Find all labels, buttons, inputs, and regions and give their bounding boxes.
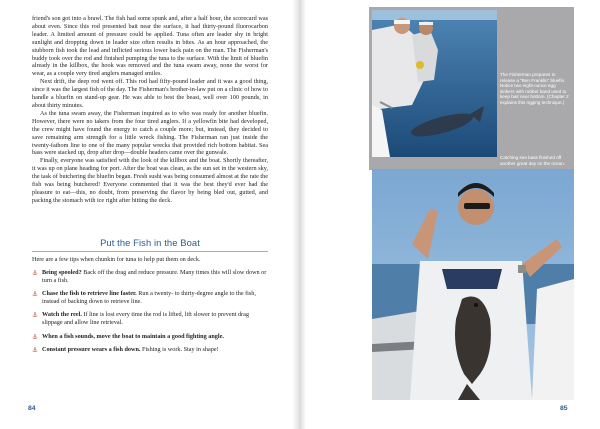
tip-text: Back off the drag and reduce pressure. Many times this will slow down or turn a fish. xyxy=(42,269,267,284)
photo-caption: The Fisherman prepares to release a "Ben Franklin" bluefin. Notice two eight-ounce egg sinkers with rubber band used to keep bait near bottom. (Chapter 2 explains this rigging technique.) xyxy=(500,72,569,105)
section-heading: Put the Fish in the Boat xyxy=(100,237,200,248)
paragraph: Next drift, the deep rod went off. This rod had fifty-pound leader and it was a good thing, since it was the largest fish of the day. The Fisherman's brother-in-law put on a clinic of how to handle a bluefin on stand-up gear. He was able to best the beast, well over 100 pounds, in about thirty minutes. xyxy=(32,78,268,109)
anchor-icon: ⚓ xyxy=(32,269,38,277)
page-number: 84 xyxy=(28,405,36,412)
body-text xyxy=(32,15,268,205)
paragraph: Finally, everyone was satisfied with the look of the killbox and the boat. Shortly thereafter, it was up on plane heading for port. After the boat was clean, as the sun set in the western sky, the task of butchering the bluefin began. Fresh sushi was being consumed almost at the rate the fish was being butchered! Everyone commented that it was the best they'd ever had the pleasure to eat—this, no doubt, from preserving the flavor by being bled out, gutted, and packing the stomach with ice right after hitting the deck. xyxy=(32,157,268,204)
anchor-icon: ⚓ xyxy=(32,345,38,354)
tip-text: Run a twenty- to thirty-degree angle to the fish, instead of backing down to retrieve line. xyxy=(42,290,256,306)
tip-lead: Chase the fish to retrieve line faster. xyxy=(42,290,137,298)
tip-lead: Watch the reel. xyxy=(42,311,82,319)
list-item xyxy=(32,311,268,327)
left-page xyxy=(0,0,292,429)
page-gutter xyxy=(292,0,306,429)
paragraph: As the tuna swam away, the Fisherman inquired as to who was ready for another bluefin. However, there were no takers from the four tired anglers. If a yellowfin bite had developed, the crew might have found the energy to catch a couple more; but, instead, they decided to save remaining arm strength for a little wreck fishing. The Fisherman ran just inside the twenty-fathom line to one of the many popular wrecks that provided rich bottom habitat. Sea bass were stacked up, drop after drop—double headers came over the gunwale. xyxy=(32,109,268,157)
tip-lead: Being spooled? xyxy=(42,269,82,276)
photo-sea-bass xyxy=(372,169,574,400)
heading-rule xyxy=(32,251,268,252)
photo-caption-panel xyxy=(369,7,574,170)
list-item xyxy=(32,269,268,285)
anchor-icon: ⚓ xyxy=(32,332,38,341)
tip-text: If line is lost every time the rod is lifted, lift slower to prevent drag slippage and allow line retrieval. xyxy=(42,311,249,327)
photo-release-bluefin xyxy=(372,10,497,157)
photo-illustration xyxy=(372,169,574,400)
tip-lead: Constant pressure wears a fish down. xyxy=(42,345,141,353)
list-item xyxy=(32,333,268,341)
anchor-icon: ⚓ xyxy=(32,311,38,320)
right-page xyxy=(306,0,600,429)
tip-lead: When a fish sounds, move the boat to maintain a good fighting angle. xyxy=(42,332,224,340)
photo-caption: Catching sea bass finished off another great day on the ocean. xyxy=(500,155,566,166)
photo-illustration xyxy=(372,10,497,157)
paragraph: friend's son got into a brawl. The fish had some spunk and, after a half hour, the scorecard was about even. Since this rod presented bait near the surface, it had thirty-pound fluorocarbon leader. A limited amount of pressure could be applied. Tuna often are leader shy in bright sunlight and dropping down in leader size often results in bites. As an hour approached, the stubborn fish took the lead and inflicted serious lower back pain on the man. The Fisherman's buddy took over the rod and finished pumping the tuna to the surface. With the limit of bluefin already in the killbox, the hook was removed and the tuna swam away, none the worst for wear, as a couple very tired anglers managed smiles. xyxy=(32,15,268,78)
list-item xyxy=(32,290,268,306)
anchor-icon: ⚓ xyxy=(32,290,38,299)
tips-intro: Here are a few tips when chunkin for tuna to help put them on deck. xyxy=(32,256,201,263)
tip-text: Fishing is work. Stay in shape! xyxy=(140,345,219,353)
page-number: 85 xyxy=(560,405,568,412)
tips-list xyxy=(32,269,268,359)
list-item xyxy=(32,346,268,354)
